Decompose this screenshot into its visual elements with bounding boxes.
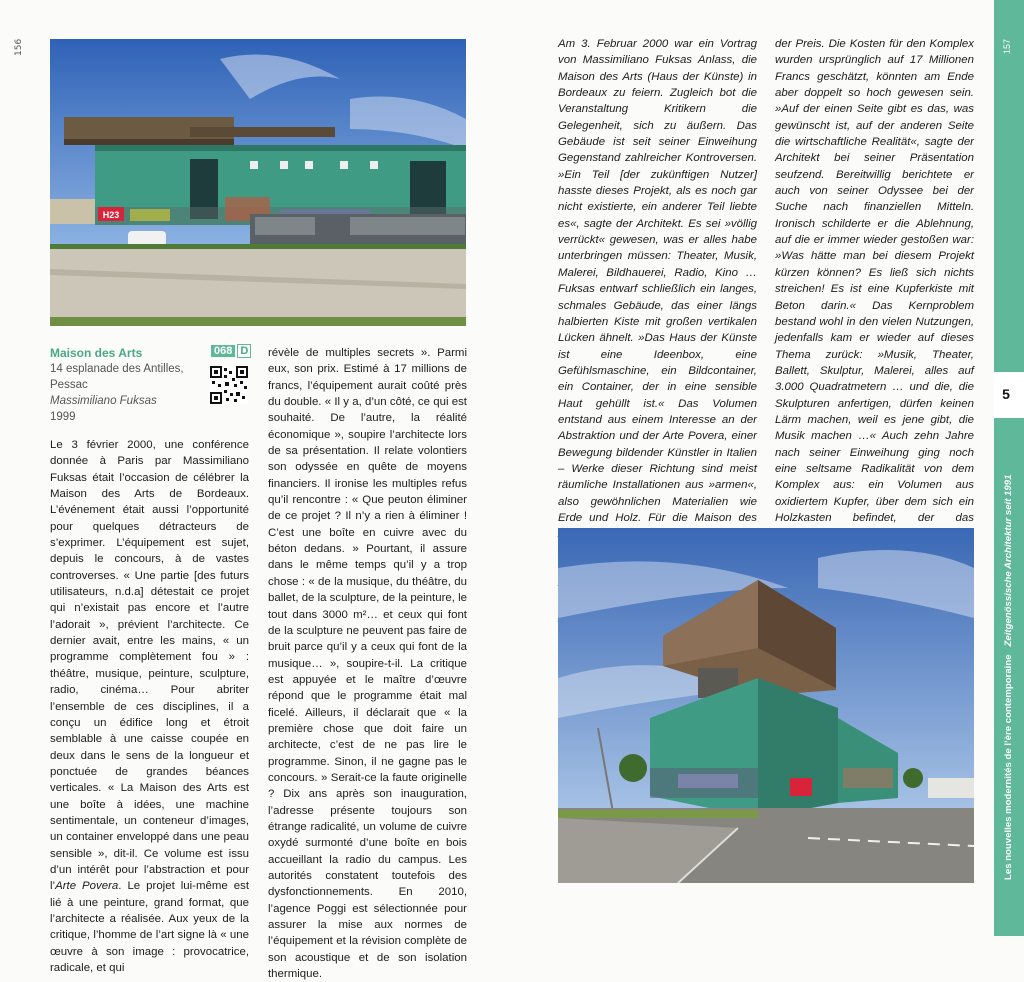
- entry-badge: [211, 345, 251, 357]
- chapter-caption-french: Les nouvelles modernités de l’ère contemporaine: [1003, 654, 1014, 880]
- entry-year: 1999: [50, 411, 76, 423]
- french-col1-text: Le 3 février 2000, une conférence donnée à Paris par Massimiliano Fuksas était l’occasion de célébrer la Maison des Arts de Bordeaux. L’événement était aussi l’opportunité pour quelques détracteurs de s’exprimer. L’équipement est sujet, depuis le concours, à de vastes controverses. « Une partie [des futurs utilisateurs, n.d.a] détestait ce projet qui n’existait pas encore et l’autre l’adorait », prévient l’architecte. Ce dernier avait, entre les mains, « un programme complètement fou » : théâtre, musique, peinture, sculpture, radio, cinéma… Pour abriter l’ensemble de ces disciplines, il a conçu un édifice long et étroit semblable à une caisse coupée en deux dans le sens de la longueur et ponctuée de grandes béances verticales. « La Maison des Arts est une boîte à idées, une machine sentimentale, un conteneur d’images, un container enveloppé dans une peau sensible », dit-il. Ce volume est issu d’un intérêt pour l’abstraction et pour l’: [50, 439, 249, 893]
- entry-address-1: 14 esplanade des Antilles,: [50, 363, 184, 375]
- french-col1-italic: Arte Povera: [55, 880, 119, 893]
- entry-architect: Massimiliano Fuksas: [50, 395, 157, 407]
- french-col1-end: . Le projet lui-même est lié à une peinture, grand format, que l’architecte a réalisée. Aux yeux de la critique, l’homme de l’art signe là « une œuvre à son image : provocatrice, radicale, et qui: [50, 880, 249, 974]
- german-col3-text: Am 3. Februar 2000 war ein Vortrag von Massimiliano Fuksas Anlass, die Maison des Arts (Haus der Künste) in Bordeaux zu feiern. Zugleich bot die Veranstaltung Kritikern die Gelegenheit, sich zu äußern. Das Gebäude ist seit seiner Einweihung Gegenstand zahlreicher Kontroversen. »Ein Teil [der zukünftigen Nutzer] hasste dieses Projekt, als es noch gar nicht existierte, ein anderer Teil liebte es«, sagte der Architekt. Es sei »völlig verrückt« gewesen, was er alles habe unterbringen müssen: Theater, Musik, Malerei, Bildhauerei, Radio, Kino … Fuksas entwarf schließlich ein langes, schmales Gebäude, das einer längs halbierten Kiste mit großen vertikalen Lücken ähnelt. »Das Haus der Künste ist eine Ideenbox, eine Gefühlsmaschine, ein Bildcontainer, ein Container, der in eine sensible Haut gehüllt ist.« Das Volumen entstand aus einem Interesse an der Abstraktion und der Arte Povera, einer Bewegung bildender Künstler in Italien – Werke dieser Richtung sind meist räumliche Installationen aus »armen«, also gewöhnlichen Materialien wie Erde und Holz. Für die Maison des: [558, 38, 757, 524]
- qr-code-icon[interactable]: [210, 366, 248, 404]
- page-number-right: 157: [1002, 38, 1012, 54]
- chapter-caption-german: Zeitgenössische Architektur seit 1991: [1003, 474, 1014, 647]
- entry-title: Maison des Arts: [50, 346, 143, 360]
- entry-address-2: Pessac: [50, 379, 88, 391]
- entry-number: 068: [211, 345, 235, 357]
- graffiti-label: H23: [102, 210, 120, 220]
- photo-maison-des-arts-front: [50, 39, 466, 326]
- entry-letter: D: [237, 344, 251, 358]
- french-col2-text: révèle de multiples secrets ». Parmi eux, son prix. Estimé à 17 millions de francs, l’équipement aurait coûté près du double. « Il y a, d’un côté, ce qui est souhaité. De l’autre, la réalité économique », soupire l’architecte lors de sa présentation. Il relate volontiers son odyssée en quête de moyens financiers. Il ironise les multiples refus qu’il rencontre : « Que peuton éliminer de ce projet ? Il n’y a rien à éliminer ! C’est une boîte en cuivre avec du béton dedans. » Pourtant, il assure dans le même temps qu’il y a trop chose : « de la musique, du théâtre, du ballet, de la sculpture, de la peinture, le tout dans 3000 m²… et ceux qui font de la sculpture ne peuvent pas faire de bruit parce qu’il y a ceux qui font de la musique… », soupire-t-il. La critique est appuyée et le maître d’œuvre répond que le programme était mal ficelé. Ailleurs, il déclarait que « la première chose que doit faire un architecte, c’est de ne pas lire le programme. Sinon, il ne gagne pas le concours. » Serait-ce la faute originelle ? Dix ans après son inauguration, l’adresse présente toujours son étrange radicalité, un volume de cuivre oxydé surmonté d’une boîte en bois accueillant la radio du campus. Les autorités constatent toutefois des dysfonctionnements. En 2010, l’agence Poggi est sélectionnée pour assurer la mise aux normes de l’équipement et la révision complète de son acoustique et de son isolation thermique.: [268, 347, 468, 981]
- building-photo-corner: [558, 528, 974, 883]
- chapter-caption: [1003, 475, 1014, 880]
- photo-maison-des-arts-corner: [558, 528, 974, 883]
- building-photo-front: [50, 39, 466, 326]
- chapter-number: 5: [1002, 386, 1010, 402]
- german-col4-text: der Preis. Die Kosten für den Komplex wurden ursprünglich auf 17 Millionen Francs geschätzt, könnten am Ende aber doppelt so hoch gewesen sein. »Auf der einen Seite gibt es das, was gewünscht ist, auf der anderen Seite die wirtschaftliche Realität«, sagte der Architekt bei seiner Präsentation seufzend. Bereitwillig berichtete er auch von seiner Odyssee bei der Suche nach finanziellen Mitteln. Ironisch schilderte er die Ablehnung, auf die er immer wieder gestoßen war: »Was hätte man bei diesem Projekt kürzen können? Es ließ sich nichts streichen! Es ist eine Kupferkiste mit Beton darin.« Das Kernproblem bestand wohl in den vielen Nutzungen, jedenfalls kam er wieder auf dieses Thema zurück: »Musik, Theater, Ballett, Skulptur, Malerei, alles auf 3.000 Quadratmetern … und die, die Skulpturen anfertigen, dürfen keinen Lärm machen, weil es jene gibt, die Musik machen …« Auch zehn Jahre nach seiner Einweihung ging noch eine seltsame Radikalität von dem Komplex aus: ein Volumen aus oxidiertem Kupfer, über dem sich ein Holzkasten befindet, der das: [775, 38, 974, 524]
- page-number-left: 156: [14, 38, 24, 56]
- french-column-1: [50, 437, 249, 976]
- french-column-2: [268, 345, 467, 982]
